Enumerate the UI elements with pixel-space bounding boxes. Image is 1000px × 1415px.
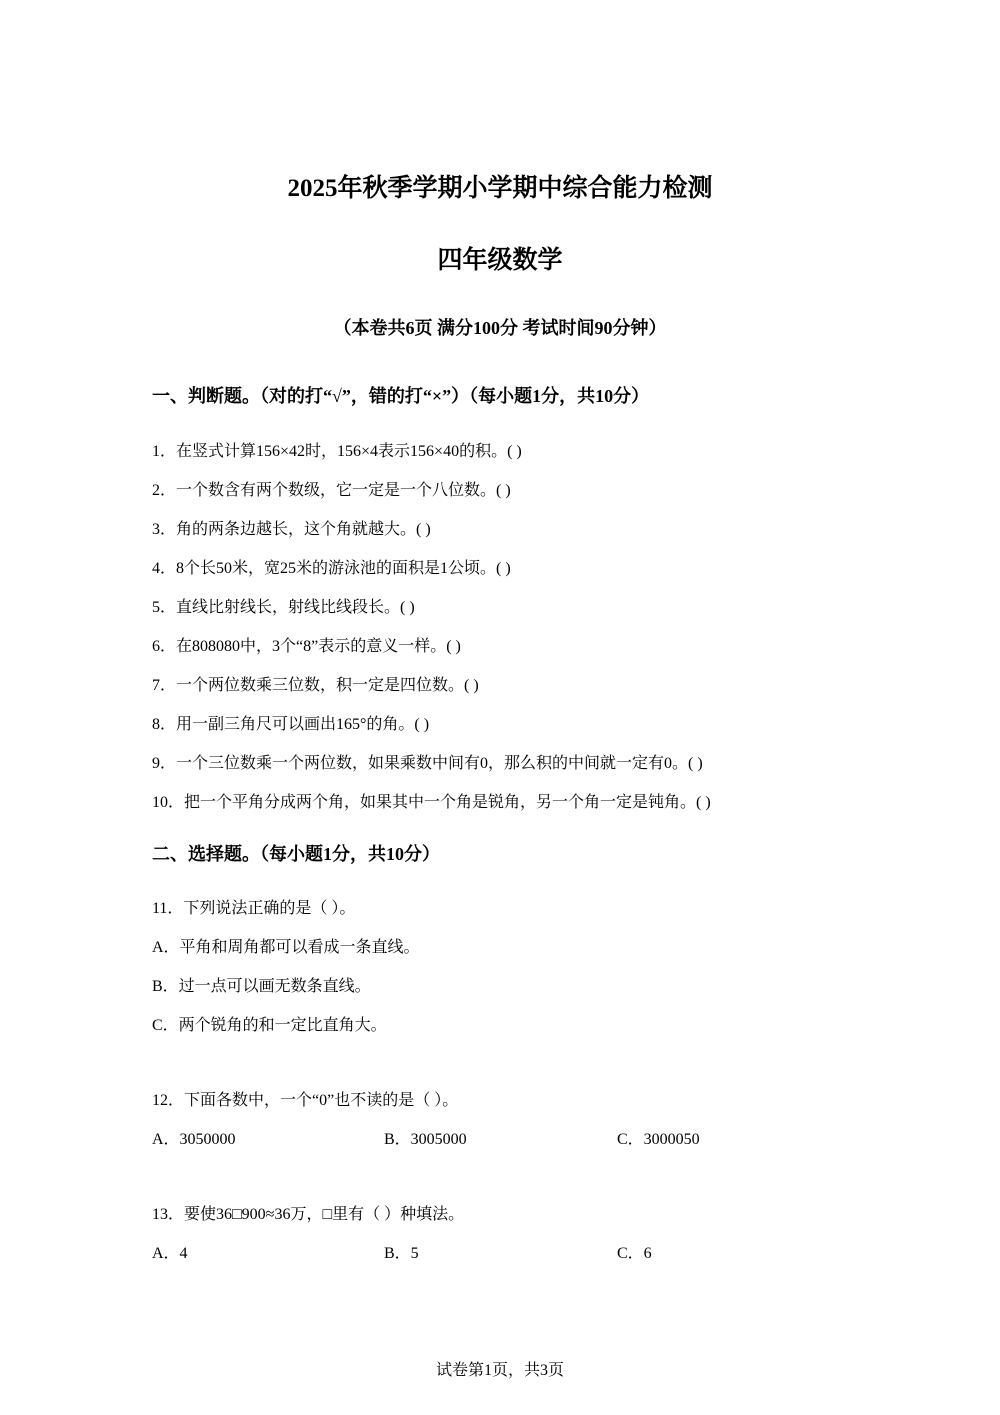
true-false-question-4: 4．8个长50米，宽25米的游泳池的面积是1公顷。( ) [152, 560, 511, 577]
choice-question-13-stem: 13．要使36□900≈36万，□里有（ ）种填法。 [152, 1206, 465, 1223]
choice-question-13-option-c: C．6 [617, 1245, 652, 1262]
true-false-question-1: 1．在竖式计算156×42时，156×4表示156×40的积。( ) [152, 443, 522, 460]
exam-info: （本卷共6页 满分100分 考试时间90分钟） [333, 318, 667, 338]
section2-heading: 二、选择题。（每小题1分，共10分） [152, 844, 440, 864]
page-footer: 试卷第1页，共3页 [435, 1362, 564, 1379]
true-false-question-7: 7．一个两位数乘三位数，积一定是四位数。( ) [152, 677, 479, 694]
choice-question-12-option-a: A．3050000 [152, 1131, 236, 1148]
choice-question-11-stem: 11．下列说法正确的是（ ）。 [152, 900, 356, 917]
section1-heading: 一、判断题。（对的打“√”，错的打“×”）（每小题1分，共10分） [152, 386, 650, 406]
choice-question-11-option-a: A．平角和周角都可以看成一条直线。 [152, 939, 420, 956]
exam-subtitle: 四年级数学 [437, 247, 563, 274]
true-false-question-10: 10．把一个平角分成两个角，如果其中一个角是锐角，另一个角一定是钝角。( ) [152, 794, 711, 811]
choice-question-13-option-b: B．5 [384, 1245, 419, 1262]
true-false-question-9: 9．一个三位数乘一个两位数，如果乘数中间有0，那么积的中间就一定有0。( ) [152, 755, 703, 772]
exam-title: 2025年秋季学期小学期中综合能力检测 [287, 175, 713, 202]
true-false-question-3: 3．角的两条边越长，这个角就越大。( ) [152, 521, 431, 538]
true-false-question-8: 8．用一副三角尺可以画出165°的角。( ) [152, 716, 430, 733]
choice-question-12-stem: 12．下面各数中，一个“0”也不读的是（ ）。 [152, 1092, 459, 1109]
choice-question-11-option-b: B．过一点可以画无数条直线。 [152, 978, 371, 995]
true-false-question-5: 5．直线比射线长，射线比线段长。( ) [152, 599, 415, 616]
choice-question-11-option-c: C．两个锐角的和一定比直角大。 [152, 1017, 387, 1034]
choice-question-12-option-b: B．3005000 [384, 1131, 467, 1148]
true-false-question-2: 2．一个数含有两个数级，它一定是一个八位数。( ) [152, 482, 511, 499]
true-false-question-6: 6．在808080中，3个“8”表示的意义一样。( ) [152, 638, 461, 655]
choice-question-12-option-c: C．3000050 [617, 1131, 700, 1148]
choice-question-13-option-a: A．4 [152, 1245, 188, 1262]
